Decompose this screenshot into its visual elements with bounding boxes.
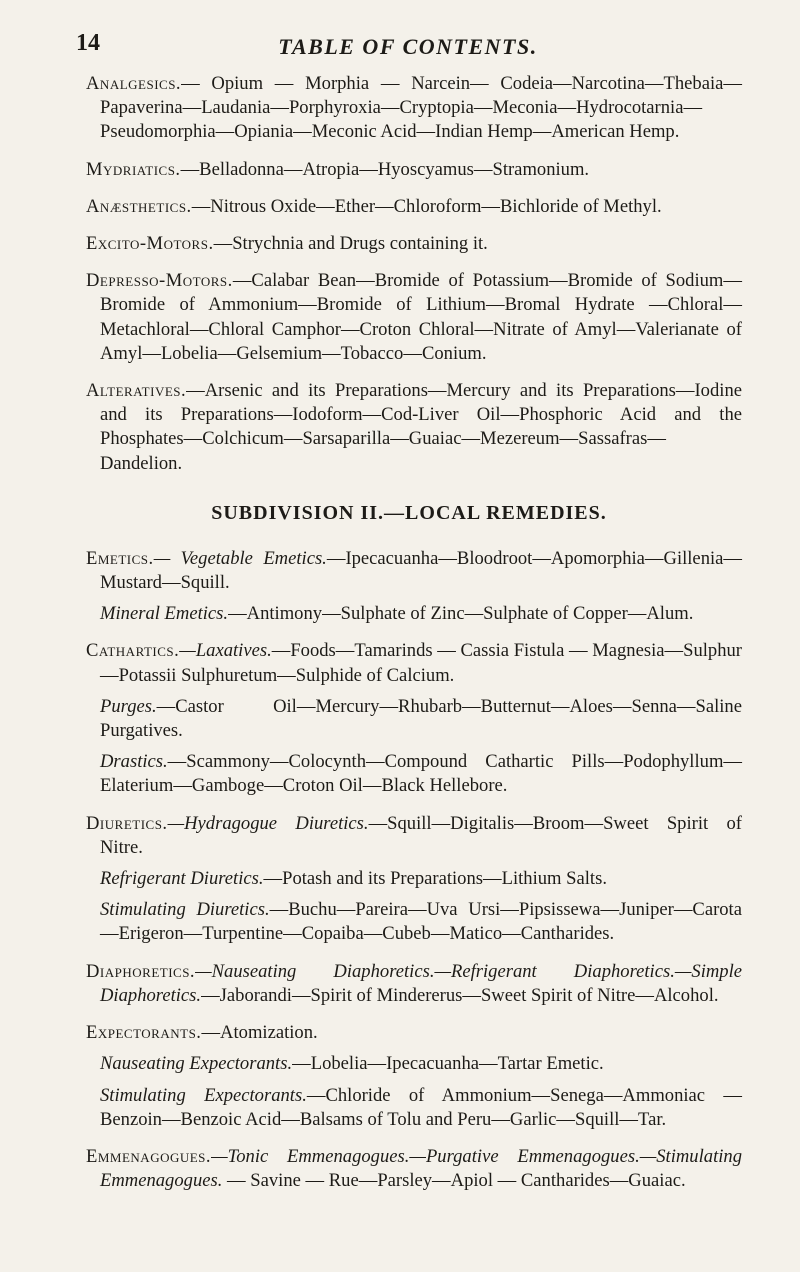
entry-sublabel: —Hydragogue Diuretics. (167, 812, 369, 834)
page-number: 14 (76, 30, 100, 56)
entry-refrigerant-diuretics (86, 867, 742, 891)
entry-mydriatics (86, 158, 742, 182)
entry-sublabel: Purges. (100, 695, 157, 717)
entry-text: —Strychnia and Drugs containing it. (213, 233, 488, 255)
entry-text: —Chloride of Ammonium—Senega—Ammoniac —Benzoin—Benzoic Acid—Balsams of Tolu and Peru—Garlic—Squill—Tar. (100, 1084, 742, 1130)
entry-cathartics (86, 639, 742, 687)
entry-stimulating-diuretics (86, 898, 742, 946)
entry-head: Diuretics. (86, 812, 168, 834)
entry-text: —Belladonna—Atropia—Hyoscyamus—Stramonium. (180, 158, 590, 180)
entry-head: Anæsthetics. (86, 195, 192, 217)
entry-text: —Lobelia—Ipecacuanha—Tartar Emetic. (292, 1053, 604, 1075)
entry-stimulating-expectorants (86, 1084, 742, 1132)
entry-head: Diaphoretics. (86, 960, 196, 982)
entry-head: Mydriatics. (86, 158, 181, 180)
entry-mineral-emetics (86, 602, 742, 626)
entry-text: — Savine — Rue—Parsley—Apiol — Cantharides—Guaiac. (222, 1170, 686, 1192)
entry-head: Emetics. (86, 547, 154, 569)
entry-head: Expectorants. (86, 1022, 202, 1044)
entry-text: —Nitrous Oxide—Ether—Chloroform—Bichloride of Methyl. (191, 195, 662, 217)
entry-diaphoretics (86, 960, 742, 1008)
entry-head: Excito-Motors. (86, 233, 214, 255)
entry-head: Alteratives. (86, 380, 187, 402)
entry-head: Emmenagogues. (86, 1145, 212, 1167)
entry-text: —Jaborandi—Spirit of Mindererus—Sweet Spirit of Nitre—Alcohol. (201, 984, 719, 1006)
entry-excito-motors (86, 232, 742, 256)
entry-anaesthetics (86, 195, 742, 219)
entry-text: — Opium — Morphia — Narcein— Codeia—Narcotina—Thebaia—Papaverina—Laudania—Porphyroxia—Cryptopia—Meconia—Hydrocotarnia—Pseudomorphia—Opiania—Meconic Acid—Indian Hemp—American Hemp. (100, 73, 742, 143)
entry-text: —Scammony—Colocynth—Compound Cathartic Pills—Podophyllum—Elaterium—Gamboge—Croton Oil—Black Hellebore. (100, 751, 742, 797)
entry-nauseating-expectorants (86, 1052, 742, 1076)
contents-body (86, 72, 742, 1206)
entry-analgesics (86, 72, 742, 145)
entry-text: —Calabar Bean—Bromide of Potassium—Bromide of Sodium—Bromide of Ammonium—Bromide of Lithium—Bromal Hydrate —Chloral—Metachloral—Chloral Camphor—Croton Chloral—Nitrate of Amyl—Valerianate of Amyl—Lobelia—Gelsemium—Tobacco—Conium. (100, 270, 742, 364)
entry-text: —Buchu—Pareira—Uva Ursi—Pipsissewa—Juniper—Carota—Erigeron—Turpentine—Copaiba—Cubeb—Matico—Cantharides. (100, 899, 742, 945)
entry-sublabel: —Tonic Emmenagogues.—Purgative Emmenagogues.—Stimulating Emmenagogues. (100, 1145, 742, 1192)
entry-alteratives (86, 379, 742, 476)
entry-text: —Atomization. (201, 1022, 318, 1044)
entry-sublabel: Stimulating Expectorants. (100, 1084, 307, 1106)
entry-emetics (86, 547, 742, 595)
entry-sublabel: Drastics. (100, 751, 168, 773)
entry-text: —Foods—Tamarinds — Cassia Fistula — Magnesia—Sulphur—Potassii Sulphuretum—Sulphide of Calcium. (100, 640, 742, 686)
entry-sublabel: Nauseating Expectorants. (100, 1053, 293, 1075)
entry-head: Analgesics. (86, 73, 182, 94)
entry-sublabel: —Laxatives. (179, 640, 272, 662)
entry-diuretics (86, 812, 742, 860)
entry-text: —Squill—Digitalis—Broom—Sweet Spirit of Nitre. (100, 812, 742, 858)
entry-text: —Antimony—Sulphate of Zinc—Sulphate of Copper—Alum. (228, 603, 694, 625)
entry-purges (86, 695, 742, 743)
entry-expectorants (86, 1021, 742, 1045)
entry-head: Depresso-Motors. (86, 270, 233, 292)
entry-sublabel: — Vegetable Emetics. (153, 547, 327, 569)
entry-text: —Arsenic and its Preparations—Mercury and its Preparations—Iodine and its Preparations—Iodoform—Cod-Liver Oil—Phosphoric Acid and the Phosphates—Colchicum—Sarsaparilla—Guaiac—Mezereum—Sassafras—Dandelion. (100, 380, 742, 474)
entry-drastics (86, 750, 742, 798)
entry-head: Cathartics. (86, 640, 180, 662)
page-header (76, 30, 740, 64)
entry-sublabel: Stimulating Diuretics. (100, 899, 270, 921)
entry-sublabel: —Nauseating Diaphoretics.—Refrigerant Diaphoretics.—Simple Diaphoretics. (100, 960, 742, 1006)
entry-text: —Ipecacuanha—Bloodroot—Apomorphia—Gillenia—Mustard—Squill. (100, 547, 742, 594)
entry-sublabel: Mineral Emetics. (100, 603, 229, 625)
running-title: TABLE OF CONTENTS. (278, 34, 538, 59)
entry-sublabel: Refrigerant Diuretics. (100, 868, 264, 890)
entry-depresso-motors (86, 269, 742, 366)
entry-text: —Potash and its Preparations—Lithium Salts. (263, 868, 607, 890)
subdivision-title: SUBDIVISION II.—LOCAL REMEDIES. (211, 501, 607, 524)
entry-text: —Castor Oil—Mercury—Rhubarb—Butternut—Aloes—Senna—Saline Purgatives. (100, 695, 742, 742)
entry-emmenagogues (86, 1145, 742, 1193)
